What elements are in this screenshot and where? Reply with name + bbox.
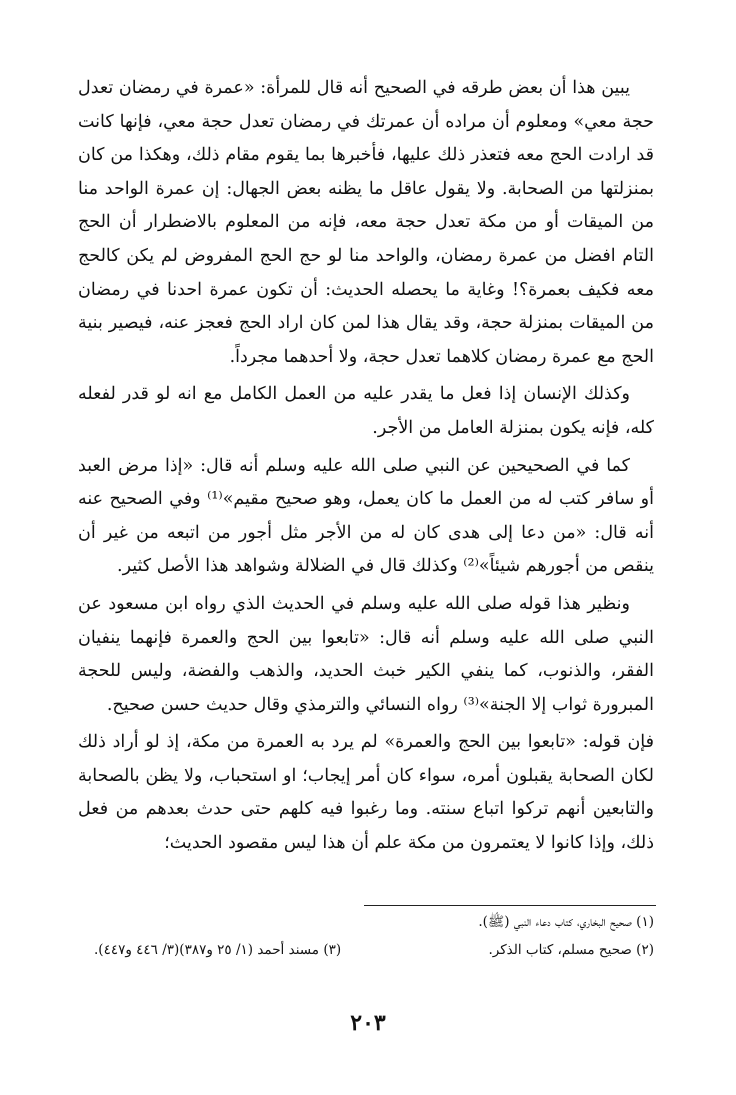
paragraph-3: كما في الصحيحين عن النبي صلى الله عليه وسلم أنه قال: «إذا مرض العبد أو سافر كتب له من العمل ما كان يعمل، وهو صحيح مقيم»⁽¹⁾ وفي الصحيح عنه أنه قال: «من دعا إلى هدى كان له من الأجر مثل أجور من اتبعه من غير أن ينقص من أجورهم شيئاً»⁽²⁾ وكذلك قال في الضلالة وشواهد هذا الأصل كثير. xyxy=(78,455,654,577)
paragraph-4: ونظير هذا قوله صلى الله عليه وسلم في الحديث الذي رواه ابن مسعود عن النبي صلى الله عليه وسلم أنه قال: «تابعوا بين الحج والعمرة فإنهما ينفيان الفقر، والذنوب، كما ينفي الكير خبث الحديد، والذهب والفضة، وليس للحجة المبرورة ثواب إلا الجنة»⁽³⁾ رواه النسائي والترمذي وقال حديث حسن صحيح. xyxy=(78,593,654,715)
footnote-separator xyxy=(364,905,656,906)
paragraph-5: فإن قوله: «تابعوا بين الحج والعمرة» لم يرد به العمرة من مكة، إذ لو أراد ذلك لكان الصحابة يقبلون أمره، سواء كان أمر إيجاب؛ او استحباب، ولا يظن بالصحابة والتابعين أنهم تركوا اتباع سنته. وما رغبوا فيه كلهم حتى حدث بعدهم من فعل ذلك، وإذا كانوا لا يعتمرون من مكة علم أن هذا ليس مقصود الحديث؛ xyxy=(78,732,654,854)
footnote-1: (١) صحيح البخاري، كتاب دعاء النبي (ﷺ). xyxy=(478,914,654,930)
footnote-2: (٢) صحيح مسلم، كتاب الذكر. xyxy=(488,942,654,958)
footnote-3: (٣) مسند أحمد (١/ ٢٥ و٣٨٧)(٣/ ٤٤٦ و٤٤٧). xyxy=(94,942,342,958)
main-text xyxy=(78,72,654,861)
paragraph-2: وكذلك الإنسان إذا فعل ما يقدر عليه من العمل الكامل مع انه لو قدر لفعله كله، فإنه يكون بمنزلة العامل من الأجر. xyxy=(78,384,654,438)
paragraph-1: يبين هذا أن بعض طرقه في الصحيح أنه قال للمرأة: «عمرة في رمضان تعدل حجة معي» ومعلوم أن مراده أن عمرتك في رمضان تعدل حجة معي، فإنها كانت قد ارادت الحج معه فتعذر ذلك عليها، فأخبرها بما يقوم مقام ذلك، وهكذا من كان بمنزلتها من الصحابة. ولا يقول عاقل ما يظنه بعض الجهال: إن عمرة الواحد منا من الميقات أو من مكة تعدل حجة معه، فإنه من المعلوم بالاضطرار أن الحج التام افضل من عمرة رمضان، والواحد منا لو حج الحج المفروض لم يكن كالحج معه فكيف بعمرة؟! وغاية ما يحصله الحديث: أن تكون عمرة احدنا في رمضان من الميقات بمنزلة حجة، وقد يقال هذا لمن كان اراد الحج فعجز عنه، فيصير بنية الحج مع عمرة رمضان كلاهما تعدل حجة، ولا أحدهما مجرداً. xyxy=(78,78,654,367)
page-number: ٢٠٣ xyxy=(350,1010,386,1036)
